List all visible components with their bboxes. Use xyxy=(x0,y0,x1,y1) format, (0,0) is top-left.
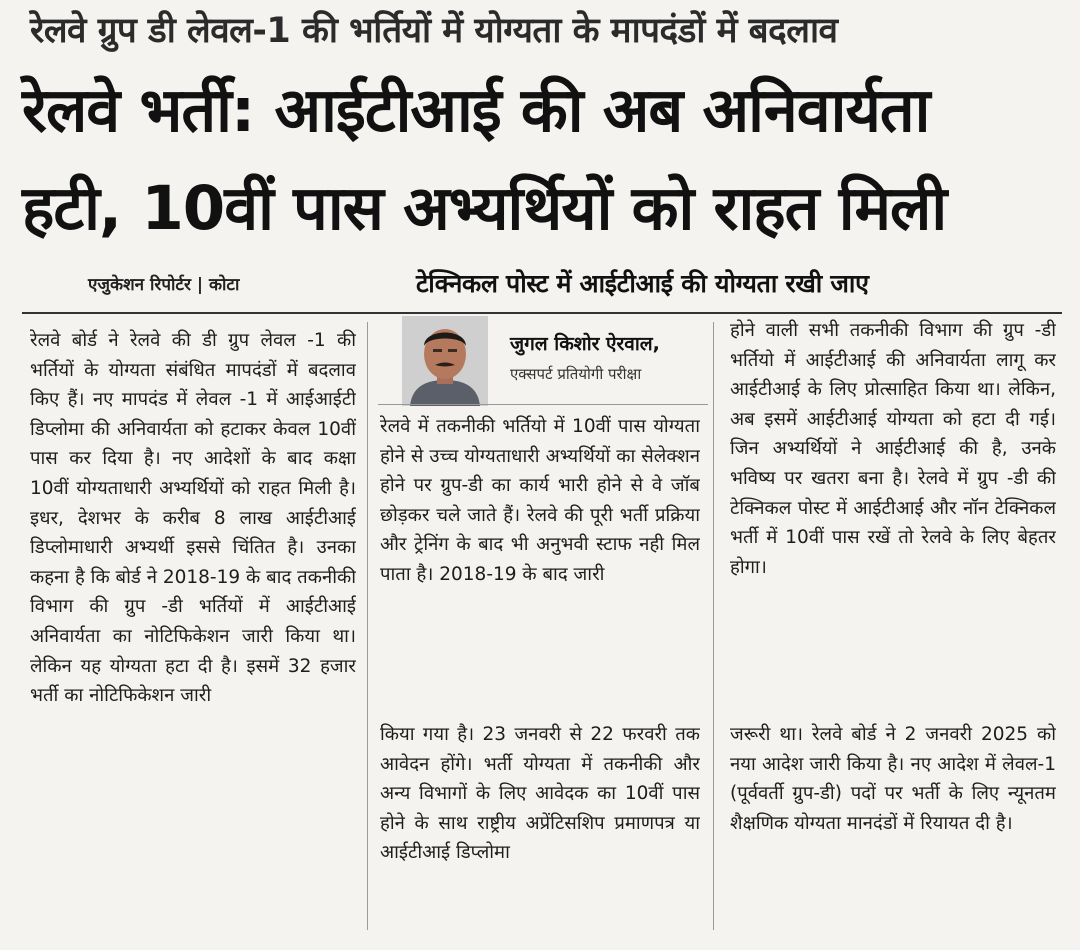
main-headline xyxy=(22,62,1072,258)
article-column-2-top: रेलवे में तकनीकी भर्तियो में 10वीं पास योग्यता होने से उच्च योग्यताधारी अभ्यर्थियों का सेलेक्शन होने पर ग्रुप-डी का कार्य भारी होने से वे जॉब छोड़कर चले जाते हैं। रेलवे की पूरी भर्ती प्रक्रिया और ट्रेनिंग के बाद भी अनुभवी स्टाफ नही मिल पाता है। 2018-19 के बाद जारी xyxy=(380,416,700,585)
section-divider xyxy=(22,312,1062,314)
article-column-1: रेलवे बोर्ड ने रेलवे की डी ग्रुप लेवल -1 की भर्तियों के योग्यता संबंधित मापदंडों में बदलाव किए हैं। नए मापदंड में लेवल -1 में आईआईटी डिप्लोमा की अनिवार्यता को हटाकर केवल 10वीं पास कर दिया है। नए आदेशों के बाद कक्षा 10वीं योग्यताधारी अभ्यर्थियों को राहत मिली है। इधर, देशभर के करीब 8 लाख आईटीआई डिप्लोमाधारी अभ्यर्थी इससे चिंतित है। उनका कहना है कि बोर्ड ने 2018-19 के बाद तकनीकी विभाग की ग्रुप -डी भर्तियों में आईटीआई अनिवार्यता का नोटिफिकेशन जारी किया था। लेकिन यह योग्यता हटा दी है। इसमें 32 हजार भर्ती का नोटिफिकेशन जारी xyxy=(30,330,356,707)
article-column-2-bottom: किया गया है। 23 जनवरी से 22 फरवरी तक आवेदन होंगे। भर्ती योग्यता में तकनीकी और अन्य विभागों के लिए आवेदक का 10वीं पास होने के साथ राष्ट्रीय अप्रेंटिसशिप प्रमाणपत्र या आईटीआई डिप्लोमा xyxy=(380,724,700,864)
author-name: जुगल किशोर ऐरवाल, xyxy=(510,333,660,355)
column-divider-2 xyxy=(713,322,714,930)
subheadline: टेक्निकल पोस्ट में आईटीआई की योग्यता रखी जाए xyxy=(416,269,869,298)
byline: एजुकेशन रिपोर्टर | कोटा xyxy=(88,275,240,295)
author-divider xyxy=(378,404,708,405)
column-divider-1 xyxy=(367,322,368,930)
author-role: एक्सपर्ट प्रतियोगी परीक्षा xyxy=(510,365,642,383)
kicker-headline: रेलवे ग्रुप डी लेवल-1 की भर्तियों में योग्यता के मापदंडों में बदलाव xyxy=(30,11,838,51)
author-photo xyxy=(402,316,488,406)
headline-line-1: रेलवे भर्ती: आईटीआई की अब अनिवार्यता xyxy=(22,75,930,146)
article-column-3-top: होने वाली सभी तकनीकी विभाग की ग्रुप -डी भर्तियो में आईटीआई की अनिवार्यता लागू कर आईटीआई के लिए प्रोत्साहित किया था। लेकिन, अब इसमें आईटीआई योग्यता को हटा दी गई। जिन अभ्यर्थियों ने आईटीआई की है, उनके भविष्य पर खतरा बना है। रेलवे में ग्रुप -डी की टेक्निकल पोस्ट में आईटीआई और नॉन टेक्निकल भर्ती में 10वीं पास रखें तो रेलवे के लिए बेहतर होगा। xyxy=(730,320,1056,578)
headline-line-2: हटी, 10वीं पास अभ्यर्थियों को राहत मिली xyxy=(22,173,947,244)
article-column-3-bottom: जरूरी था। रेलवे बोर्ड ने 2 जनवरी 2025 को नया आदेश जारी किया है। नए आदेश में लेवल-1 (पूर्ववर्ती ग्रुप-डी) पदों पर भर्ती के लिए न्यूनतम शैक्षणिक योग्यता मानदंडों में रियायत दी है। xyxy=(730,724,1056,834)
